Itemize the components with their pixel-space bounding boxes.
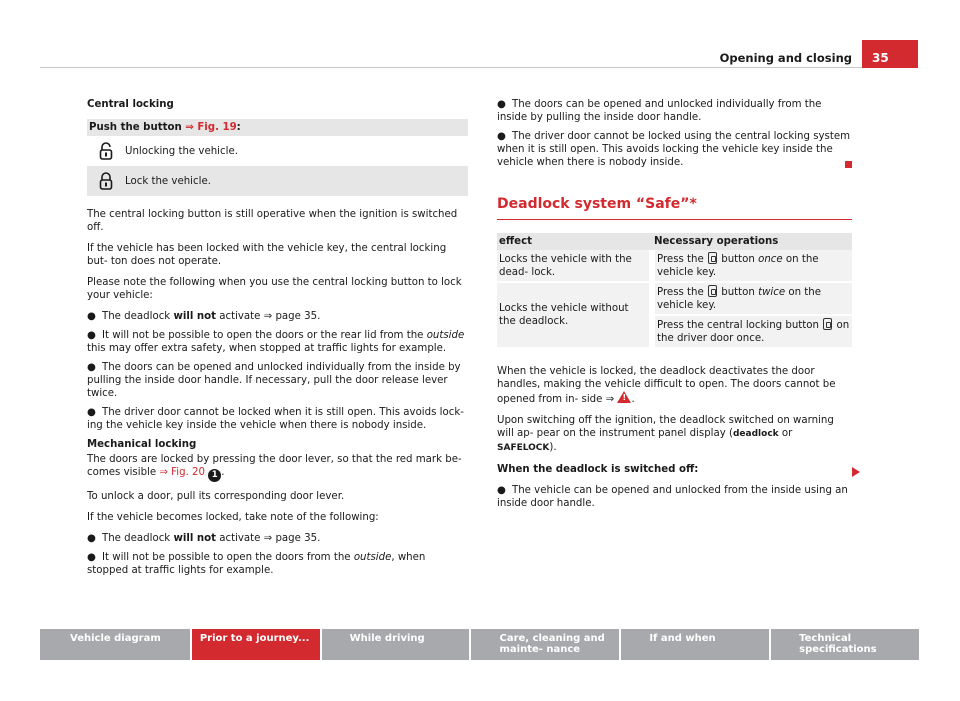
bullet-bold: will not xyxy=(173,533,216,544)
key-lock-icon xyxy=(708,285,717,297)
button-row-unlock xyxy=(87,136,468,166)
table-col-effect: effect xyxy=(497,233,652,250)
paragraph xyxy=(497,365,852,406)
table-cell: Locks the vehicle with the dead- lock. xyxy=(497,250,652,282)
bullet-dot: ● xyxy=(497,131,506,142)
bullet-text: The deadlock xyxy=(102,533,174,544)
central-lock-button-icon xyxy=(823,318,832,330)
cell-text: on the vehicle key. xyxy=(657,254,819,278)
nav-tab-prior-to-journey[interactable]: Prior to a journey... xyxy=(192,629,320,660)
section-heading-mechanical-locking: Mechanical locking xyxy=(87,439,197,450)
paragraph xyxy=(87,453,468,482)
left-column xyxy=(87,98,468,583)
bullet-dot: ● xyxy=(497,485,506,496)
paragraph xyxy=(497,414,852,455)
paragraph-text: When the vehicle is locked, the deadlock deactivates the door handles, making the vehicle difficult to open. The doors cannot be opened from in- side ⇒ xyxy=(497,366,836,405)
subheading: When the deadlock is switched off: xyxy=(497,464,699,475)
button-row-lock xyxy=(87,166,468,196)
page-link[interactable]: activate ⇒ page 35. xyxy=(216,311,321,322)
bullet-dot: ● xyxy=(87,311,96,322)
bullet-text: It will not be possible to open the doors or the rear lid from the xyxy=(102,330,427,341)
bullet-text: The doors can be opened and unlocked individually from the inside by pulling the inside door handle. If necessary, pull the door release lever twice. xyxy=(87,362,461,399)
fig-20-link[interactable]: ⇒ Fig. 20 xyxy=(159,467,206,478)
bullet-item xyxy=(87,329,468,355)
fig-19-link[interactable]: ⇒ Fig. 19 xyxy=(185,122,237,133)
bullet-dot: ● xyxy=(87,552,96,563)
table-cell xyxy=(652,315,852,348)
bullet-item xyxy=(87,406,468,432)
paragraph: If the vehicle has been locked with the vehicle key, the central locking but- ton does not operate. xyxy=(87,243,447,267)
deadlock-operations-table xyxy=(497,233,852,349)
cell-italic: twice xyxy=(758,287,786,298)
bullet-item xyxy=(497,98,852,124)
paragraph-text: or xyxy=(778,428,793,439)
paragraph-text: ). xyxy=(549,442,557,453)
cell-text: Press the central locking button xyxy=(657,320,823,331)
nav-tab-if-and-when[interactable]: If and when xyxy=(621,629,769,660)
bullet-text: It will not be possible to open the doors from the xyxy=(102,552,354,563)
table-header-colon: : xyxy=(236,122,241,133)
paragraph: Please note the following when you use the central locking button to lock your vehicle: xyxy=(87,277,462,301)
table-col-operations: Necessary operations xyxy=(652,233,852,250)
bullet-dot: ● xyxy=(87,407,96,418)
nav-tab-technical-specifications[interactable]: Technical specifications xyxy=(771,629,919,660)
display-text-deadlock: deadlock xyxy=(732,429,779,439)
nav-tab-while-driving[interactable]: While driving xyxy=(322,629,470,660)
paragraph-text: . xyxy=(631,394,635,405)
bullet-italic: outside xyxy=(426,330,465,341)
table-header-text: Push the button xyxy=(89,122,186,133)
bullet-item xyxy=(87,551,468,577)
continue-arrow-icon xyxy=(852,467,860,481)
cell-text: Press the xyxy=(657,287,708,298)
bullet-dot: ● xyxy=(497,99,506,110)
unlock-icon xyxy=(87,142,125,160)
page-number: 35 xyxy=(862,40,918,68)
bullet-text: The deadlock xyxy=(102,311,174,322)
header-rule xyxy=(40,67,862,68)
warning-icon[interactable] xyxy=(617,391,631,403)
nav-tab-vehicle-diagram[interactable]: Vehicle diagram xyxy=(40,629,190,660)
section-heading-central-locking: Central locking xyxy=(87,99,174,110)
right-column xyxy=(497,98,852,516)
paragraph-text: Upon switching off the ignition, the deadlock switched on warning will ap- pear on the instrument panel display ( xyxy=(497,415,834,439)
display-text-safelock: SAFELOCK xyxy=(497,443,550,453)
page-link[interactable]: activate ⇒ page 35. xyxy=(216,533,321,544)
bullet-bold: will not xyxy=(173,311,216,322)
paragraph: If the vehicle becomes locked, take note of the following: xyxy=(87,512,379,523)
key-lock-icon xyxy=(708,252,717,264)
bullet-text: , when stopped at traffic lights for example. xyxy=(87,552,426,576)
cell-italic: once xyxy=(758,254,783,265)
bullet-text: The driver door cannot be locked using the central locking system when it is still open. This avoids locking the vehicle key inside the vehicle when there is nobody inside. xyxy=(497,131,851,168)
bullet-dot: ● xyxy=(87,330,96,341)
bullet-text: The vehicle can be opened and unlocked from the inside using an inside door handle. xyxy=(497,485,848,509)
cell-text: on the driver door once. xyxy=(657,320,850,344)
paragraph: The central locking button is still operative when the ignition is switched off. xyxy=(87,209,458,233)
bullet-text: The driver door cannot be locked when it is still open. This avoids lock- ing the vehicle key inside the vehicle when there is nobody inside. xyxy=(87,407,464,431)
bullet-dot: ● xyxy=(87,533,96,544)
cell-text: on the vehicle key. xyxy=(657,287,822,311)
cell-text: Press the xyxy=(657,254,708,265)
table-cell xyxy=(652,282,852,315)
paragraph-text: . xyxy=(221,467,225,478)
bullet-item xyxy=(497,484,852,510)
bullet-item xyxy=(87,361,468,400)
button-table-header xyxy=(87,119,468,136)
end-square-icon xyxy=(845,161,852,168)
nav-tab-care-cleaning[interactable]: Care, cleaning and mainte- nance xyxy=(471,629,619,660)
unlock-label: Unlocking the vehicle. xyxy=(125,145,238,157)
callout-number: 1 xyxy=(208,469,221,482)
running-header-title: Opening and closing xyxy=(719,51,852,65)
cell-text: button xyxy=(718,287,759,298)
section-heading-deadlock: Deadlock system “Safe”* xyxy=(497,198,852,220)
bullet-italic: outside xyxy=(353,552,392,563)
bullet-item xyxy=(87,310,468,323)
lock-icon xyxy=(87,172,125,190)
bullet-text: this may offer extra safety, when stopped at traffic lights for example. xyxy=(87,343,447,354)
paragraph-text: The doors are locked by pressing the door lever, so that the red mark be- comes visible xyxy=(87,454,462,478)
cell-text: button xyxy=(718,254,759,265)
bullet-text: The doors can be opened and unlocked individually from the inside by pulling the inside door handle. xyxy=(497,99,822,123)
lock-label: Lock the vehicle. xyxy=(125,175,211,187)
bullet-item xyxy=(87,532,468,545)
table-cell xyxy=(652,250,852,282)
table-cell: Locks the vehicle without the deadlock. xyxy=(497,282,652,348)
bullet-dot: ● xyxy=(87,362,96,373)
chapter-nav xyxy=(40,629,919,660)
paragraph: To unlock a door, pull its corresponding door lever. xyxy=(87,491,345,502)
